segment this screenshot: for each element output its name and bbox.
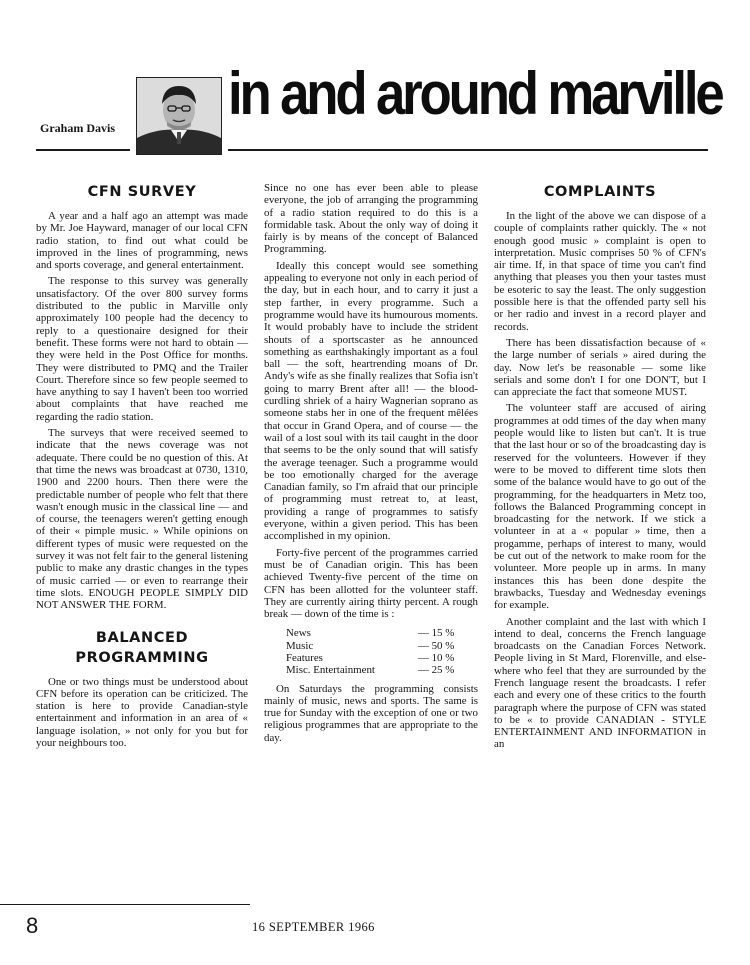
complaints-heading: COMPLAINTS [543,184,657,200]
time-breakdown-list [264,627,478,676]
paragraph: Forty-five percent of the programmes carried must be of Canadian origin. This has been achieved Twenty-five percent of the time on CFN has been allotted for the volunteer staff. They are currently airing thirty percent. A rough break — down of the time is : [264,546,478,621]
breakdown-label: Misc. Entertainment [286,664,375,677]
breakdown-label: Features [286,651,323,664]
paragraph: Since no one has ever been able to please everyone, the job of arranging the programming of a radio station required to do this is a formidable task. About the only way of doing it fairly is by means of the concept of Balanced Programming. [264,182,478,256]
breakdown-value: — 15 % [418,627,455,640]
header-rule-left [36,149,130,151]
breakdown-value: — 25 % [418,664,455,677]
masthead-title: in and around marville [228,60,722,127]
paragraph: The response to this survey was generally unsatisfactory. Of the over 800 survey forms distributed to the public in Marville only approximately 100 people had the decency to reply to a questionaire designed for their benefit. These forms were not hard to obtain — they were held in the Post Office for months. They were distributed to PMQ and the Trailer Court. Therefore since so few people seemed to have anything to say I haven't been too worried about complaints that have reached me regarding the radio station. [36,275,248,423]
paragraph: There has been dissatisfaction because of « the large number of serials » aired during the day. Now let's be reasonable — some like serials and some don't I for one DON'T, but I can appreciate the fact that someone MUST. [494,336,706,399]
issue-date: 16 SEPTEMBER 1966 [252,920,375,934]
author-photo [136,77,222,155]
breakdown-value: — 10 % [418,651,455,664]
column-right [494,182,706,751]
breakdown-row [264,627,478,639]
page-number: 8 [26,913,39,938]
column-middle [264,182,478,744]
paragraph: The volunteer staff are accused of airing programmes at odd times of the day when many people would like to listen but can't. It is true that the last hour or so of the broadcasting day is reserved for the volunteers. However if they were to be moved to different time slots then some of the balance would have to go out of the programming, for the headquarters in Metz too, follows the Balanced Programming concept in broadcasting for the network. If we stick a volunteer in at a « popular » time, then a progamme, perhaps of interest to many, would be cut out of the network to make room for the volunteer. More people up in arms. In many instances this has been done despite the brawbacks, Tuesday and Wednesday evenings for example. [494,402,706,612]
paragraph: Another complaint and the last with which I intend to deal, concerns the French language broadcasts on the Canadian Forces Network. People living in St Mard, Florenville, and else-where who feel that they are surrounded by the French language resent the broadcasts. I refer each and every one of these critics to the fourth paragraph where the purpose of CFN was stated to be « to provide CANADIAN - STYLE ENTERTAINMENT AND INFORMATION in an [494,615,706,751]
header-rule-right [228,149,708,151]
paragraph: In the light of the above we can dispose of a couple of complaints rather quickly. The « not enough good music » complaint is open to interpretation. Music comprises 50 % of CFN's air time. If, in that space of time you can't find anything that pleases you then your tastes must be esoteric to say the least. The only suggestion possible here is that the offended party sell his or her radio and invest in a record player and records. [494,210,706,333]
breakdown-label: News [286,627,311,640]
footer-rule [0,904,250,905]
paragraph: One or two things must be understood about CFN before its operation can be criticized. The station is here to provide Canadian-style entertainment and information in an area of « language isolation, » not only for you but for your neighbours too. [36,675,248,749]
paragraph: A year and a half ago an attempt was made by Mr. Joe Hayward, manager of our local CFN radio station, to find out what could be improved in the lines of programming, news and sports coverage, and general entertainment. [36,210,248,272]
balanced-programming-heading: BALANCED PROGRAMMING [75,629,209,666]
paragraph: Ideally this concept would see something appealing to everyone not only in each period of the day, but in each hour, and to carry it just a step farther, in every programme. Such a programme would have its humourous moments. It would probably have to include the strident shouts of a sportscaster as he announced something as earthshakingly important as a foul ball — the soft, heartrending moans of Dr. Andy's wife as she finally realizes that Sofia isn't going to marry Brent after all! — the blood-curdling shriek of a hairy Wagnerian soprano as someone stabs her in one of the frequent mêlées that occur in Grand Opera, and of course — the wail of a lost soul with its tail caught in the door that seems to be the only sound that will satisfy the average teenager. Such a programme would be too emotionally charged for the average Canadian family, so I'm afraid that our principle of programming must retreat to, at least, providing a range of programmes to satisfy everyone, within a given period. This has been accomplished in my opinion. [264,259,478,543]
paragraph: On Saturdays the programming consists mainly of music, news and sports. The same is true for Sunday with the exception of one or two religious programmes that are appropriate to the day. [264,682,478,744]
breakdown-label: Music [286,639,314,652]
breakdown-row [264,640,478,652]
author-portrait-image [137,78,221,154]
column-left [36,182,248,749]
breakdown-value: — 50 % [418,639,455,652]
breakdown-row [264,664,478,676]
cfn-survey-heading: CFN SURVEY [87,184,197,200]
paragraph: The surveys that were received seemed to indicate that the news coverage was not adequate. There could be no question of this. At that time the news was broadcast at 0730, 1310, 1900 and 2200 hours. Then there were the predictable number of people who felt that there wasn't enough music in the classical line — and of course, the teenagers weren't getting enough of their « pimple music. » While opinions on different types of music were requested on the survey it was not felt fair to the general listening public to make any drastic changes in the types of music carried — or even to rearrange their time slots. ENOUGH PEOPLE SIMPLY DID NOT ANSWER THE FORM. [36,427,248,612]
author-byline: Graham Davis [40,121,115,135]
breakdown-row [264,652,478,664]
